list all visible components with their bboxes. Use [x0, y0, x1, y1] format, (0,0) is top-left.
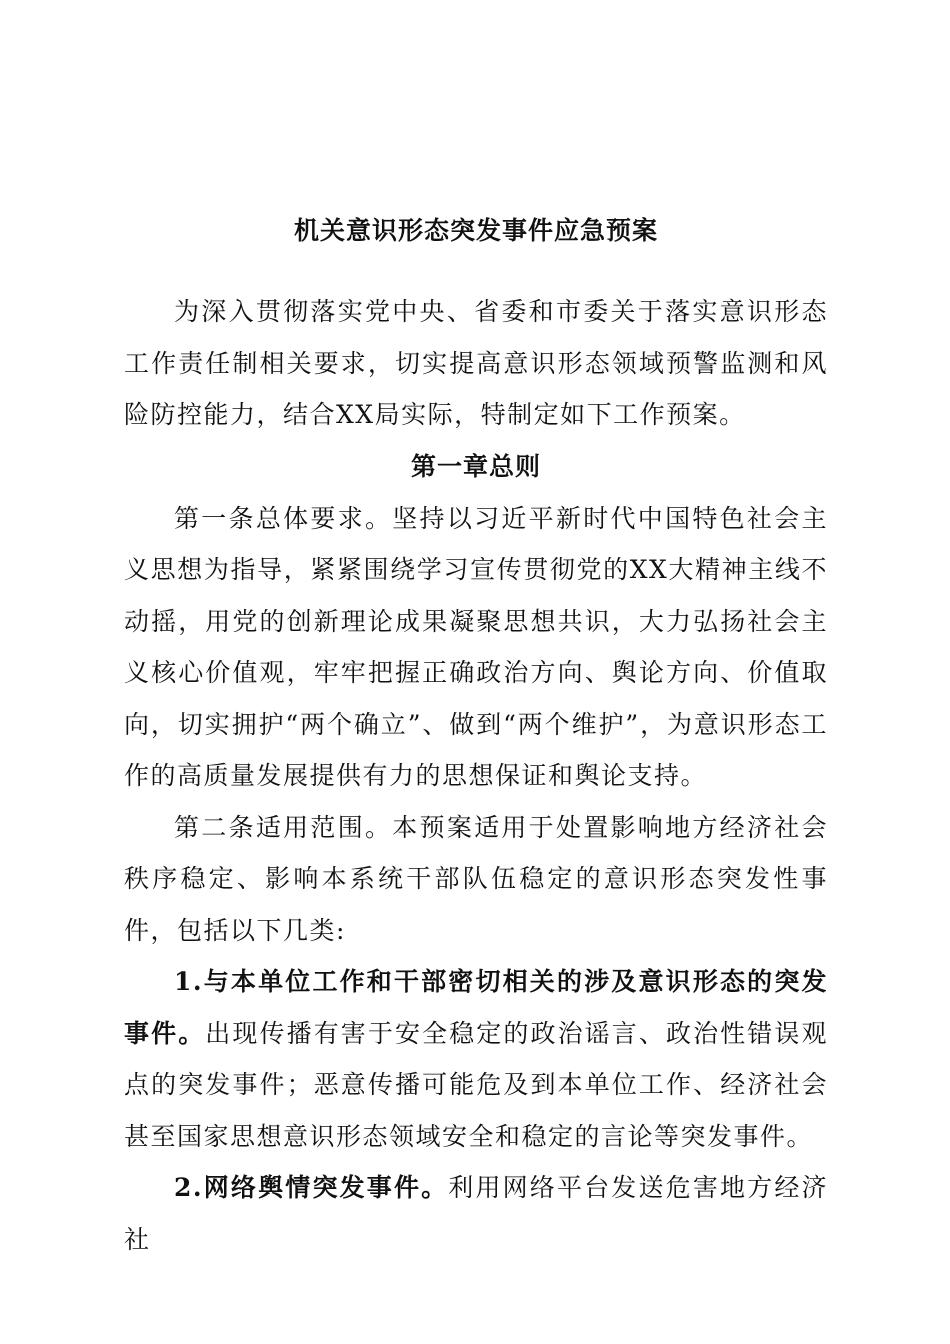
document-page	[124, 206, 828, 1265]
item-2-heading: 2.网络舆情突发事件。	[174, 1173, 449, 1202]
intro-paragraph: 为深入贯彻落实党中央、省委和市委关于落实意识形态工作责任制相关要求，切实提高意识形态领域预警监测和风险防控能力，结合XX局实际，特制定如下工作预案。	[124, 297, 828, 429]
article-2-paragraph: 第二条适用范围。本预案适用于处置影响地方经济社会秩序稳定、影响本系统干部队伍稳定的意识形态突发性事件，包括以下几类:	[124, 812, 828, 945]
item-1-paragraph	[124, 956, 828, 1162]
title-spacer	[124, 256, 828, 286]
document-title: 机关意识形态突发事件应急预案	[293, 216, 658, 245]
article-1-paragraph: 第一条总体要求。坚持以习近平新时代中国特色社会主义思想为指导，紧紧围绕学习宣传贯彻党的XX大精神主线不动摇，用党的创新理论成果凝聚思想共识，大力弘扬社会主义核心价值观，牢牢把握正确政治方向、舆论方向、价值取向，切实拥护“两个确立”、做到“两个维护”，为意识形态工作的高质量发展提供有力的思想保证和舆论支持。	[124, 503, 828, 790]
item-2-text: 利用网络平台发送危害地方经济社	[124, 1173, 828, 1254]
chapter-heading: 第一章总则	[410, 451, 541, 481]
item-2-paragraph	[124, 1162, 828, 1265]
item-1-heading: 1.与本单位工作和干部密切相关的涉及意识形态的突发事件。	[124, 967, 828, 1048]
item-1-text: 出现传播有害于安全稳定的政治谣言、政治性错误观点的突发事件；恶意传播可能危及到本单位工作、经济社会甚至国家思想意识形态领域安全和稳定的言论等突发事件。	[124, 1018, 828, 1151]
